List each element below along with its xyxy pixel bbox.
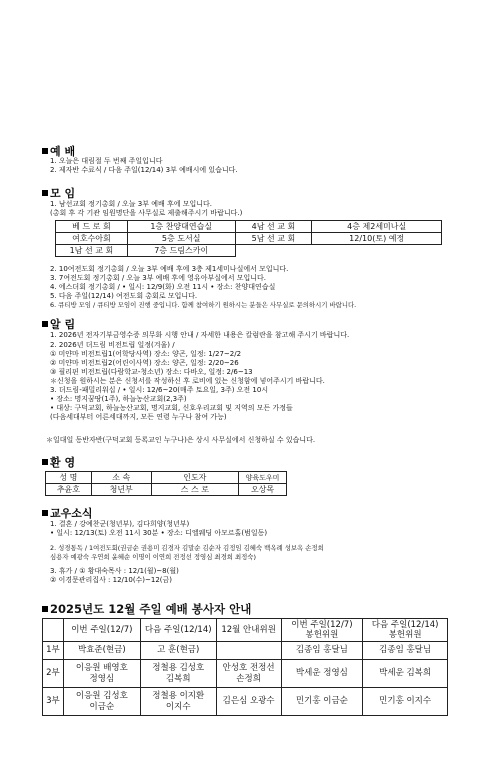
table-cell: 베 드 로 회: [56, 221, 128, 233]
notice-line: ③ 필리핀 비전트립(다람학교-청소년) 장소: 다바오, 일정: 2/6~13: [50, 368, 253, 376]
square-bullet-icon: [42, 459, 48, 465]
notice-line: 2. 2026년 더드림 비전트립 일정(겨울) /: [50, 341, 175, 349]
meeting-location-table: [55, 220, 442, 257]
notice-line: • 대상: 구덕교회, 하늘농산교회, 명지교회, 신호우리교회 및 지역의 모든 가정들: [50, 404, 293, 412]
table-cell: 1남 선 교 회: [56, 245, 128, 257]
table-header-cell: 다음 주일(12/14): [140, 619, 216, 642]
table-cell: 4층 제2세미나실: [312, 221, 442, 233]
notice-line: 3. 더드림-패밀리워십 / • 일시: 12/6~20(매주 토요일, 3주) 오전 10시: [50, 386, 269, 394]
news-line: 심용자 예광숙 우연희 윤혜순 이명이 이연희 전정선 정영심 최경희 최정숙): [50, 553, 256, 561]
table-cell: 여호수아회: [56, 233, 128, 245]
table-header-cell: 이번 주일(12/7) 봉헌위원: [281, 619, 363, 642]
table-cell: 안성호 전정선 손정희: [216, 660, 281, 688]
notice-footnote: ＊일대일 동반자반(구덕교회 등록교인 누구나)은 상시 사무실에서 신청하실 수 있습니다.: [46, 436, 316, 444]
table-cell: 박세운 김복희: [363, 660, 448, 688]
table-cell: 정철용 김성호 김복희: [140, 660, 216, 688]
notice-line: ＊신청을 원하시는 분은 신청서를 작성하신 후 로비에 있는 신청함에 넣어주시기 바랍니다.: [50, 377, 325, 385]
table-row: [43, 642, 448, 660]
square-bullet-icon: [42, 190, 48, 196]
notice-line: ① 미얀마 비전트립1(어학당사역) 장소: 양곤, 일정: 1/27~2/2: [50, 350, 242, 358]
square-bullet-icon: [42, 148, 48, 154]
table-row: [43, 688, 448, 716]
table-header-cell: [43, 619, 64, 642]
table-cell: 박세운 정영심: [281, 660, 363, 688]
news-section-title: 교우소식: [42, 505, 93, 521]
welcome-section-title: 환 영: [42, 454, 75, 470]
table-header-cell: 인도자: [151, 472, 239, 484]
table-cell: 김은심 오광수: [216, 688, 281, 716]
welcome-table: [45, 471, 287, 496]
table-header-row: [46, 472, 287, 484]
worship-line: 2. 제자반 수료식 / 다음 주일(12/14) 3부 예배시에 있습니다.: [50, 166, 238, 174]
table-cell: 스 스 로: [151, 484, 239, 496]
meeting-section-title: 모 임: [42, 185, 75, 201]
worship-line: 1. 오늘은 대림절 두 번째 주일입니다: [50, 157, 163, 165]
table-cell: 청년부: [91, 484, 151, 496]
notice-section-title: 알 림: [42, 316, 75, 332]
news-line: 2. 성경통독 / 1여전도회(권금순 권용미 김경자 김말순 김순자 김정임 김혜숙 백옥례 성보옥 손정희: [50, 544, 324, 552]
news-line: • 일시: 12/13(토) 오전 11시 30분 • 장소: 디엘웨딩 아모르홀(범일동): [50, 529, 268, 537]
table-cell: 1층 찬양대연습실: [127, 221, 235, 233]
meeting-line: 1. 남선교회 정기총회 / 오늘 3부 예배 후에 모입니다.: [50, 200, 212, 208]
table-cell: [235, 245, 312, 257]
notice-line: (다음세대부터 어른세대까지, 모든 연령 누구나 참여 가능): [50, 413, 227, 421]
volunteers-section-title: 2025년도 12월 주일 예배 봉사자 안내: [42, 601, 251, 617]
table-row: [43, 660, 448, 688]
table-cell: 1부: [43, 642, 64, 660]
table-cell: 정철용 이지환 이지수: [140, 688, 216, 716]
meeting-line: 4. 에스더회 정기총회 / • 일시: 12/9(화) 오전 11시 • 장소: 찬양대연습실: [50, 283, 276, 291]
table-cell: 12/10(토) 예정: [312, 233, 442, 245]
meeting-line: (총회 후 각 기관 임원명단을 사무실로 제출해주시기 바랍니다.): [50, 209, 243, 217]
table-cell: 3부: [43, 688, 64, 716]
table-cell: 고 훈(현금): [140, 642, 216, 660]
square-bullet-icon: [42, 606, 48, 612]
square-bullet-icon: [42, 510, 48, 516]
worship-section-title: 예 배: [42, 143, 75, 159]
table-cell: 2부: [43, 660, 64, 688]
table-cell: [312, 245, 442, 257]
table-cell: 이응원 배영호 정영심: [63, 660, 140, 688]
table-header-cell: 성 명: [46, 472, 92, 484]
table-header-row: [43, 619, 448, 642]
table-cell: [216, 642, 281, 660]
table-cell: 4남 선 교 회: [235, 221, 312, 233]
notice-line: ② 미얀마 비전트립2(어린이사역) 장소: 양곤, 일정: 2/20~26: [50, 359, 239, 367]
table-cell: 5층 도서실: [127, 233, 235, 245]
table-cell: 이응원 김성호 이금순: [63, 688, 140, 716]
meeting-line: 6. 큐티방 모임 / 큐티방 모임이 진행 중입니다. 함께 참여하기 원하시는 분들은 사무실로 문의하시기 바랍니다.: [50, 301, 357, 309]
table-cell: 민기홍 이지수: [363, 688, 448, 716]
table-header-cell: 다음 주일(12/14) 봉헌위원: [363, 619, 448, 642]
meeting-line: 2. 10여전도회 정기총회 / 오늘 3부 예배 후에 3층 제1세미나실에서 모입니다.: [50, 265, 289, 273]
table-row: [46, 484, 287, 496]
table-cell: 추윤호: [46, 484, 92, 496]
news-line: ② 이경문관리집사 : 12/10(수)~12(금): [50, 576, 173, 584]
table-cell: 박효준(현금): [63, 642, 140, 660]
meeting-line: 3. 7여전도회 정기총회 / 오늘 3부 예배 후에 영유아부실에서 모입니다.: [50, 274, 267, 282]
table-header-cell: 이번 주일(12/7): [63, 619, 140, 642]
square-bullet-icon: [42, 321, 48, 327]
table-row: [56, 245, 442, 257]
news-line: 1. 결혼 / 강예찬군(청년부), 김다희양(청년부): [50, 520, 190, 528]
table-cell: 김종임 홍달님: [281, 642, 363, 660]
table-row: [56, 221, 442, 233]
table-header-cell: 양육도우미: [239, 472, 287, 484]
notice-line: • 장소: 명지꿈땅(1주), 하늘농산교회(2,3주): [50, 395, 187, 403]
table-cell: 민기홍 이금순: [281, 688, 363, 716]
table-header-cell: 12월 안내위원: [216, 619, 281, 642]
table-cell: 7층 드림스카이: [127, 245, 235, 257]
table-cell: 김종임 홍달님: [363, 642, 448, 660]
meeting-line: 5. 다음 주일(12/14) 여전도회 총회로 모입니다.: [50, 292, 198, 300]
volunteers-table: [42, 618, 448, 716]
table-header-cell: 소 속: [91, 472, 151, 484]
table-cell: 오상목: [239, 484, 287, 496]
table-row: [56, 233, 442, 245]
notice-line: 1. 2026년 전자기부금영수증 의무화 시행 안내 / 자세한 내용은 칼럼란을 참고해 주시기 바랍니다.: [50, 331, 350, 339]
news-line: 3. 휴가 / ① 황대숙목사 : 12/1(월)~8(월): [50, 567, 179, 575]
table-cell: 5남 선 교 회: [235, 233, 312, 245]
